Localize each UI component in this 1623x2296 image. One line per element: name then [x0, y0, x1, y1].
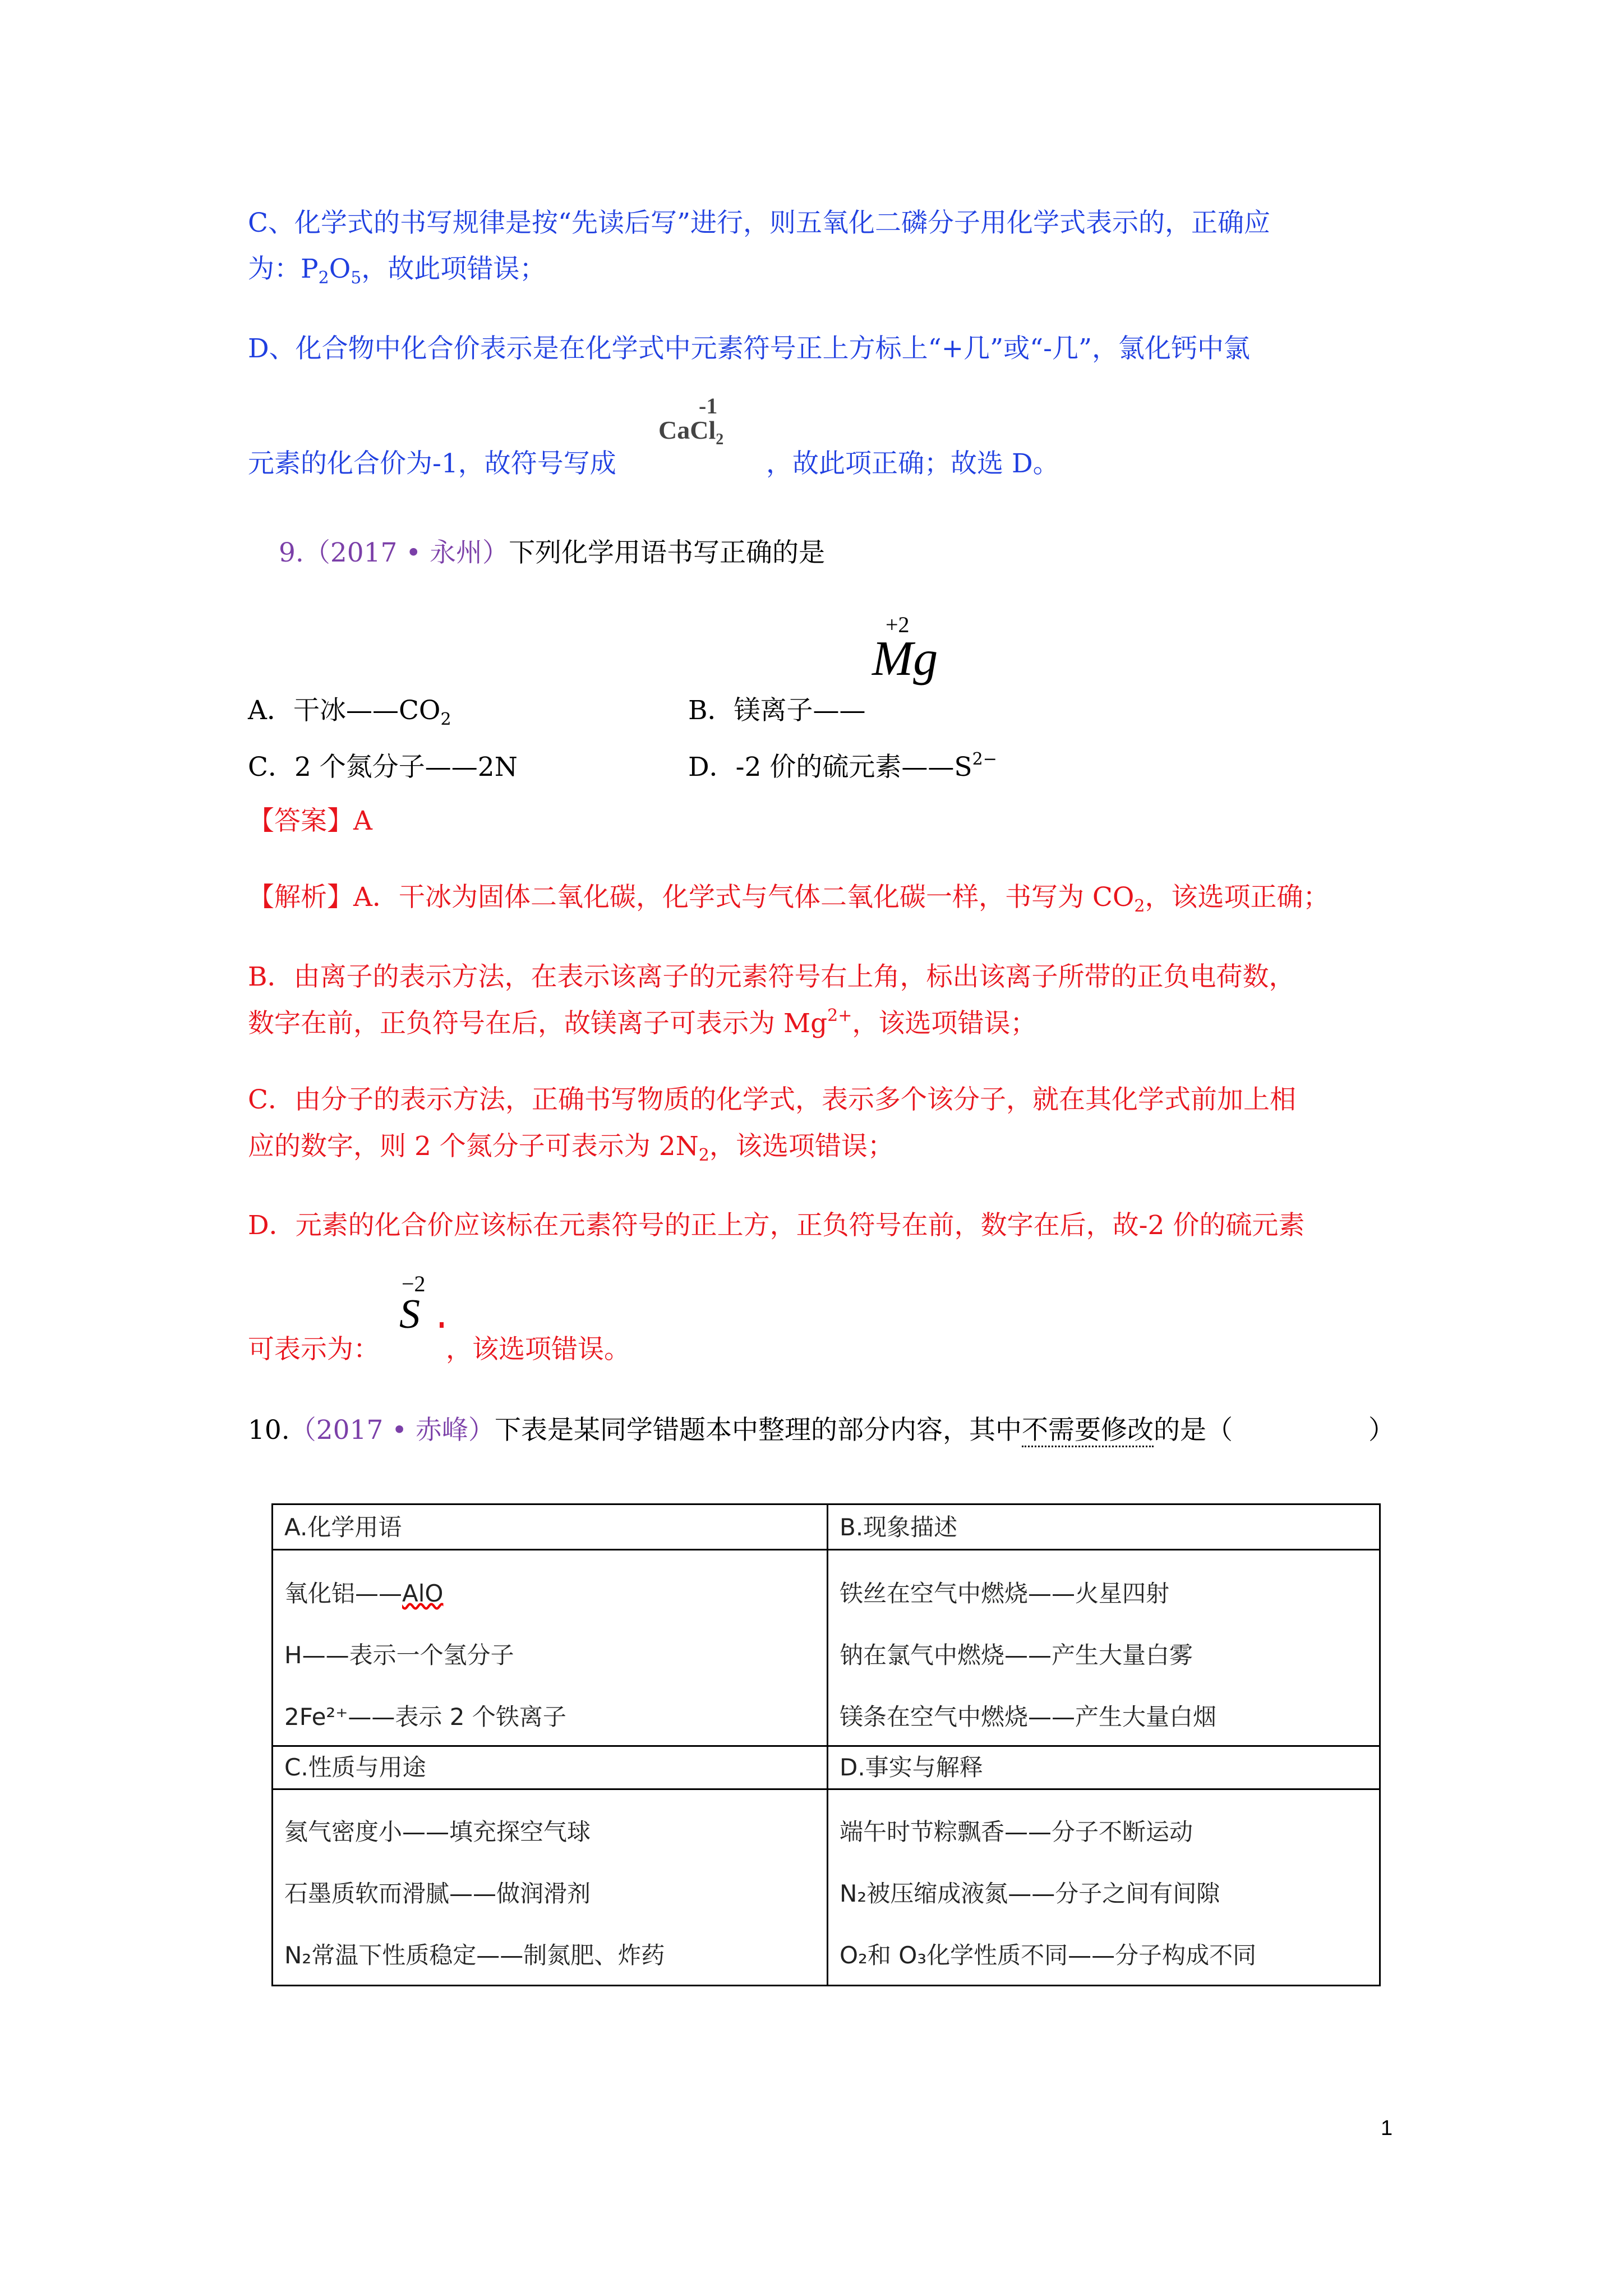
table-cell-d2: N₂被压缩成液氮——分子之间有间隙: [840, 1880, 1220, 1907]
explanation-c-line2-pre: 为：P: [248, 254, 319, 284]
q9-option-a: A．干冰$——CO_2$: [248, 695, 451, 729]
explanation-c-line2-mid: O: [329, 254, 351, 284]
subscript: 5: [351, 268, 362, 288]
q10-number: 10.: [248, 1415, 290, 1446]
q9-number: 9.: [279, 537, 304, 568]
formula-valence: +2: [886, 612, 910, 637]
q9-option-b: B．镁离子——: [688, 695, 866, 726]
explanation-d-line1: D、化合物中化合价表示是在化学式中元素符号正上方标上“+几”或“-几”，氯化钙中氯: [248, 333, 1251, 364]
q10-source: （2017 • 赤峰）: [289, 1415, 495, 1446]
q9-analysis-b-line2: 数字在前，正负符号在后，故镁离子可表示为 $Mg^{2+}$，该选项错误；: [248, 1006, 1037, 1039]
q9-analysis-b-line1: B．由离子的表示方法，在表示该离子的元素符号右上角，标出该离子所带的正负电荷数，: [248, 961, 1295, 992]
q9-analysis-d-line2-post: ，该选项错误。: [446, 1334, 630, 1365]
table-cell-c2: 石墨质软而滑腻——做润滑剂: [284, 1880, 591, 1907]
q9-option-c: C．2 个氮分子——2N: [248, 752, 518, 783]
q9-analysis-d-line1: D．元素的化合价应该标在元素符号的正上方，正负符号在前，数字在后，故-2 价的硫元素: [248, 1210, 1305, 1241]
formula-symbol: CaCl$_2$: [658, 416, 724, 448]
formula-symbol: S: [399, 1291, 420, 1337]
q10-stem: 10.（2017 • 赤峰）下表是某同学错题本中整理的部分内容，其中不需要修改的是（: [248, 1414, 1233, 1447]
explanation-c-line2: [248, 252, 546, 286]
table-cell-a2: H——表示一个氢分子: [284, 1641, 514, 1669]
q9-analysis-c-line1: C．由分子的表示方法，正确书写物质的化学式，表示多个该分子，就在其化学式前加上相: [248, 1084, 1296, 1115]
q9-source: （2017 • 永州）: [303, 537, 509, 568]
table-header-c: C.性质与用途: [284, 1754, 426, 1781]
q10-emphasis: 不需要修改: [1022, 1415, 1154, 1447]
q9-analysis-a: 【解析】A．干冰为固体二氧化碳，化学式与气体二氧化碳一样，书写为 $CO_2$，该选项正确；: [248, 882, 1330, 916]
table-divider: [273, 1549, 1379, 1550]
formula-valence: -1: [699, 393, 718, 418]
q9-answer: 【答案】A: [248, 806, 372, 836]
q9-analysis-c-line2: 应的数字，则 2 个氮分子可表示为 $2N_2$，该选项错误；: [248, 1131, 894, 1165]
formula-symbol: Mg: [872, 632, 938, 686]
explanation-d-line2-pre: 元素的化合价为-1，故符号写成: [248, 448, 616, 479]
table-cell-a3: 2Fe²⁺——表示 2 个铁离子: [284, 1703, 566, 1731]
page-number: 1: [1381, 2116, 1393, 2140]
table-header-a: A.化学用语: [284, 1513, 402, 1541]
table-cell-b2: 钠在氯气中燃烧——产生大量白雾: [840, 1641, 1193, 1669]
q9-analysis-d-line2-pre: 可表示为：: [248, 1334, 380, 1365]
explanation-d-line2-post: ，故此项正确；故选 D。: [766, 448, 1059, 479]
red-dot: [440, 1322, 444, 1328]
analysis-label: 【解析】: [248, 882, 353, 913]
subscript: 2: [318, 268, 329, 288]
table-cell-d3: O₂和 O₃化学性质不同——分子构成不同: [840, 1941, 1257, 1969]
formula-valence: −2: [402, 1271, 426, 1296]
table-header-b: B.现象描述: [840, 1513, 958, 1541]
table-cell-c1: 氦气密度小——填充探空气球: [284, 1818, 591, 1846]
table-cell-b3: 镁条在空气中燃烧——产生大量白烟: [840, 1703, 1217, 1731]
table-cell-b1: 铁丝在空气中燃烧——火星四射: [840, 1580, 1170, 1607]
explanation-c-line1: C、化学式的书写规律是按“先读后写”进行，则五氧化二磷分子用化学式表示的，正确应: [248, 208, 1271, 238]
mg-valence-formula: [872, 611, 956, 696]
q9-stem: [279, 536, 825, 570]
table-cell-c3: N₂常温下性质稳定——制氮肥、炸药: [284, 1941, 665, 1969]
table-divider: [273, 1745, 1379, 1747]
error-notebook-table: [271, 1503, 1381, 1986]
q9-stem-text: 下列化学用语书写正确的是: [509, 537, 826, 568]
explanation-c-line2-post: ，故此项错误；: [361, 254, 546, 284]
cacl2-valence-formula: [654, 393, 760, 455]
q10-close-paren: ）: [1368, 1415, 1395, 1446]
table-cell-a1: 氧化铝——AlO: [284, 1580, 444, 1607]
table-divider: [273, 1788, 1379, 1790]
table-header-d: D.事实与解释: [840, 1754, 983, 1781]
q9-option-d: D．-2 价的硫元素$——S^{2-}$: [688, 749, 997, 783]
table-cell-d1: 端午时节粽飘香——分子不断运动: [840, 1818, 1193, 1846]
